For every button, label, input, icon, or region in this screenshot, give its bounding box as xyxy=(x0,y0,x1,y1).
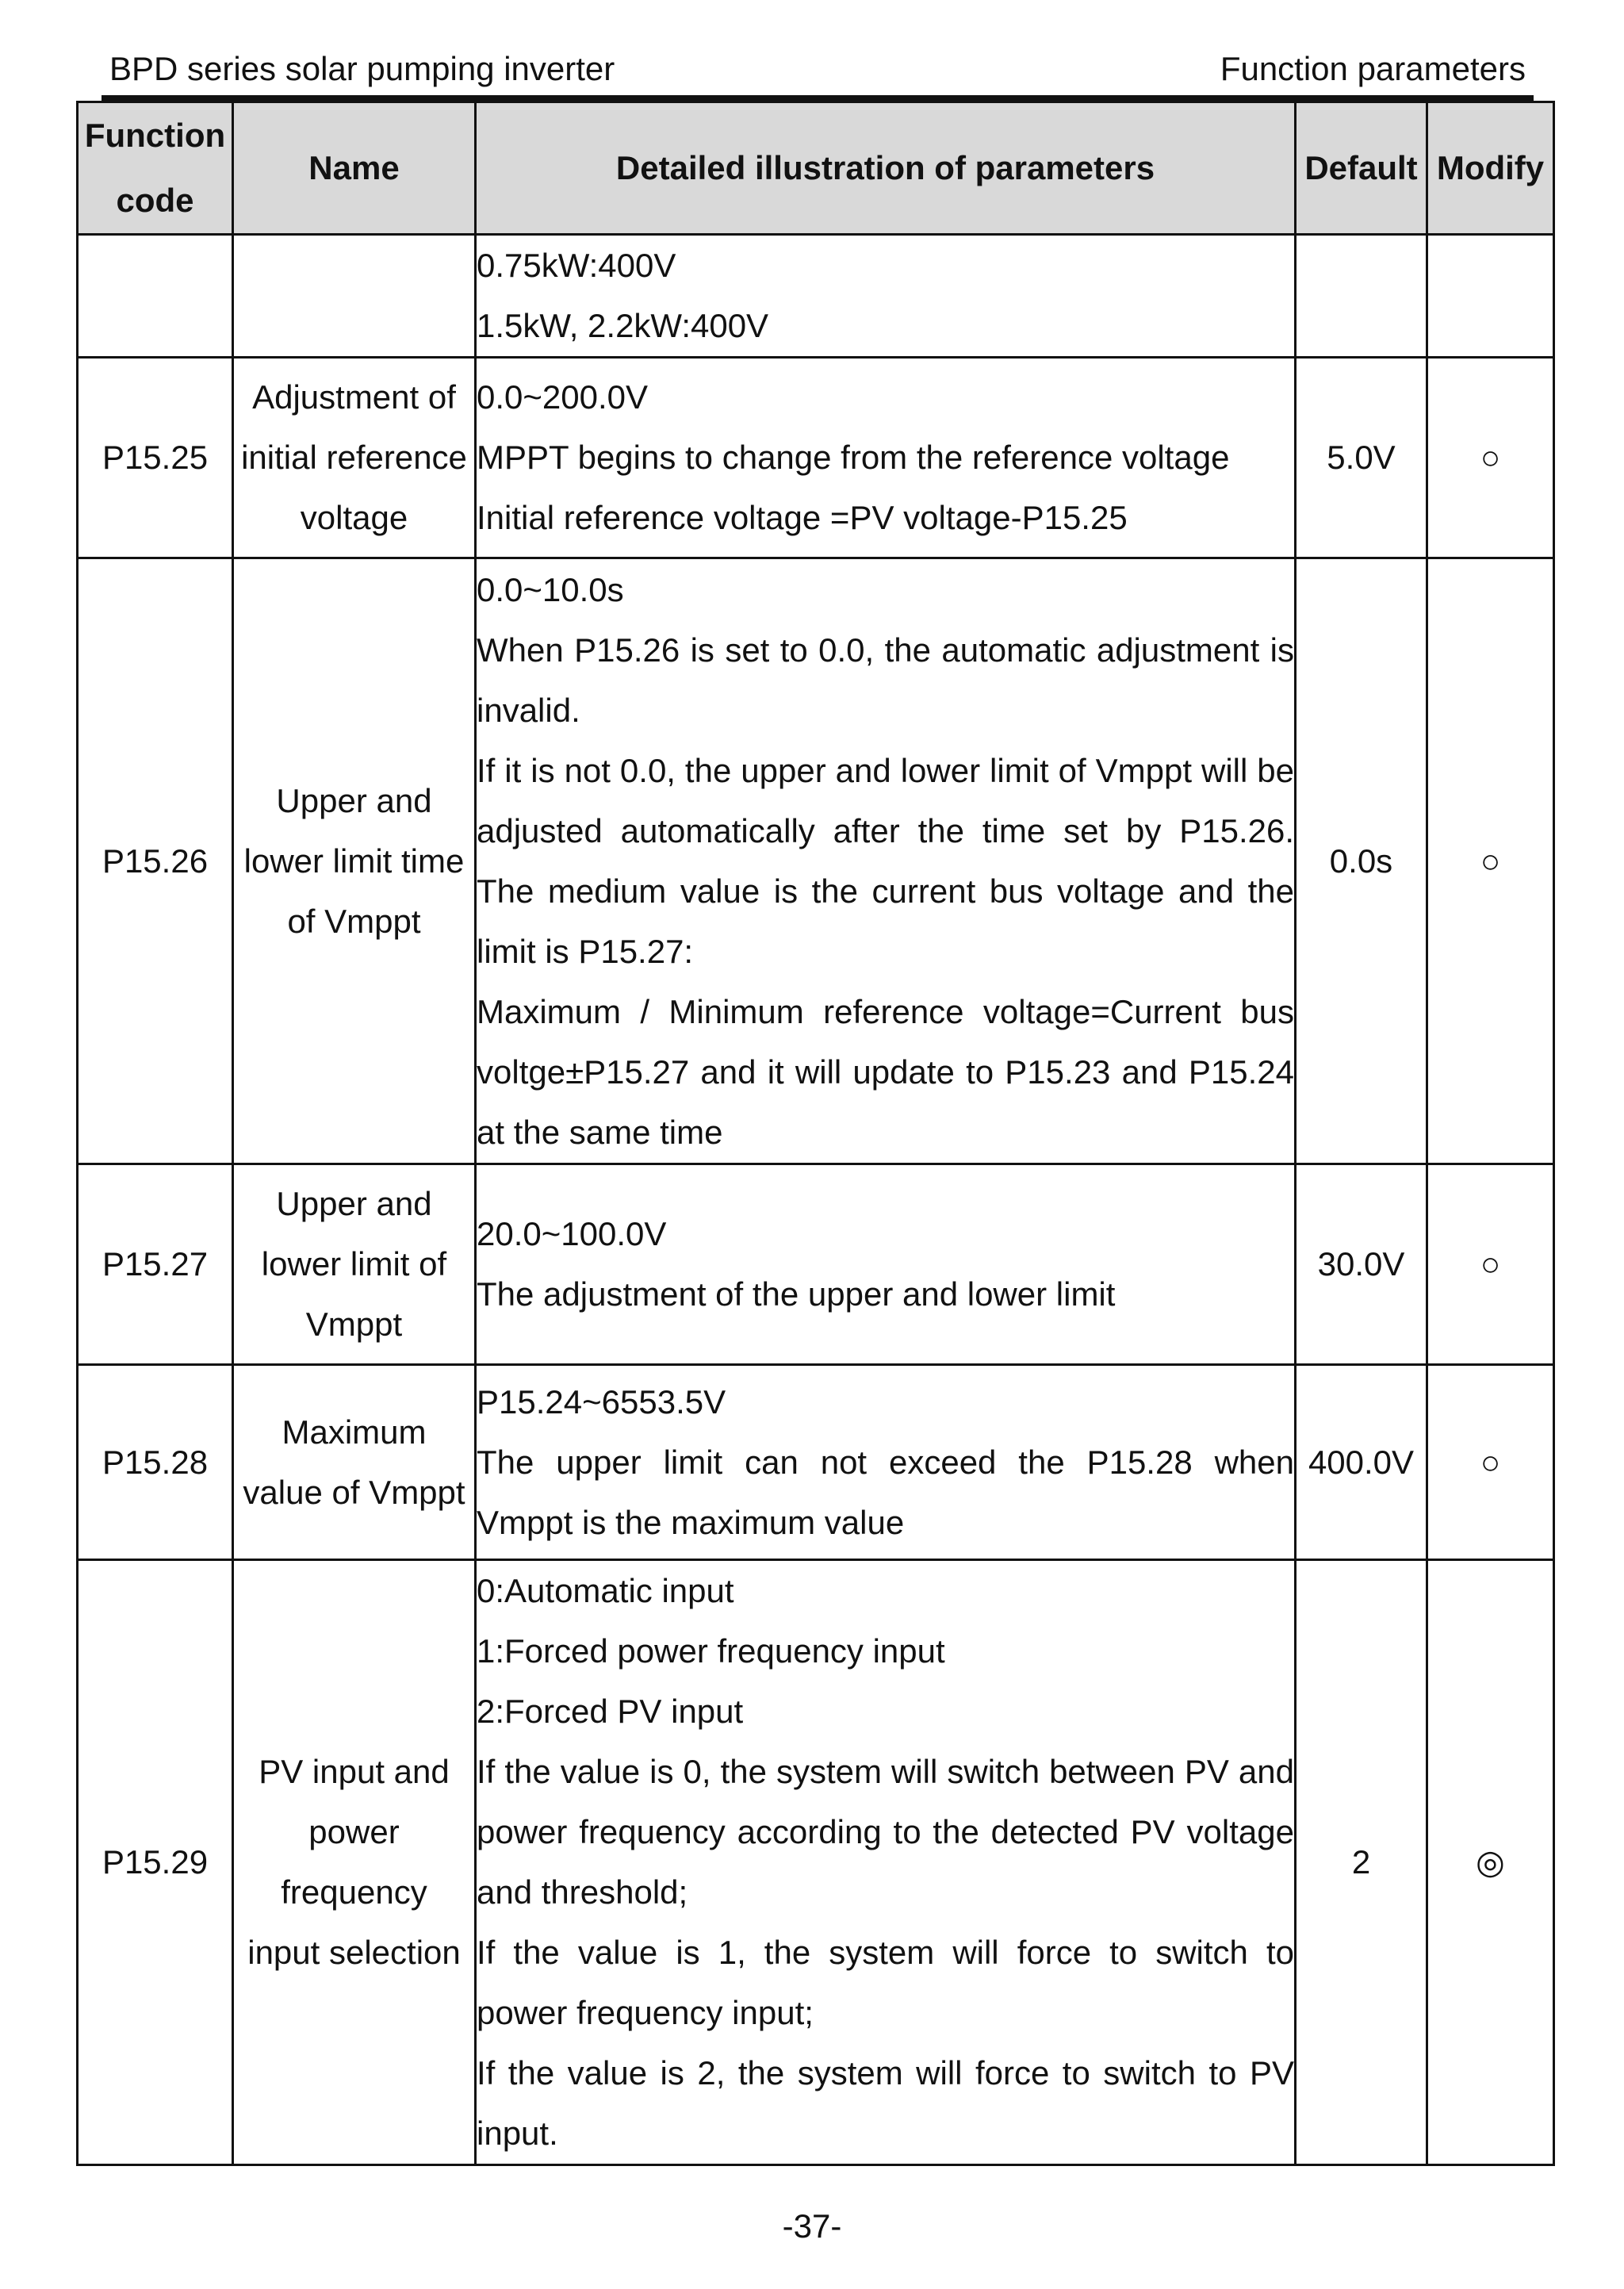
description-line: If the value is 1, the system will force to switch to power frequency input; xyxy=(477,1934,1294,2031)
default-cell: 400.0V xyxy=(1296,1365,1427,1560)
page-header xyxy=(102,49,1526,89)
table-row xyxy=(78,235,1554,358)
name-line: lower limit time xyxy=(243,842,465,880)
description-line: P15.24~6553.5V xyxy=(477,1382,726,1421)
name-line: value of Vmppt xyxy=(243,1473,465,1511)
table-row xyxy=(78,1164,1554,1365)
description-line: 0.0~200.0V xyxy=(477,378,649,416)
page-number: -37- xyxy=(782,2207,842,2245)
modify-cell xyxy=(1427,235,1554,358)
name-line: initial reference xyxy=(241,439,467,476)
name-cell xyxy=(233,1560,476,2165)
name-line: Upper and xyxy=(276,781,432,819)
function-code-cell: P15.26 xyxy=(78,558,233,1164)
description-line: 1:Forced power frequency input xyxy=(477,1632,945,1670)
name-line: Upper and xyxy=(276,1185,432,1222)
column-header-description: Detailed illustration of parameters xyxy=(476,102,1296,235)
function-code-cell: P15.25 xyxy=(78,358,233,558)
description-cell xyxy=(476,1560,1296,2165)
description-line: If it is not 0.0, the upper and lower limit of Vmppt will be adjusted automatically after the time set by P15.26. The medium value is the current bus voltage and the limit is P15.27: xyxy=(477,751,1294,970)
description-line: 20.0~100.0V xyxy=(477,1215,667,1252)
name-line: PV input and xyxy=(259,1753,450,1790)
name-cell xyxy=(233,558,476,1164)
name-cell xyxy=(233,235,476,358)
description-line: If the value is 0, the system will switch between PV and power frequency according to the detected PV voltage and threshold; xyxy=(477,1753,1294,1911)
default-cell: 0.0s xyxy=(1296,558,1427,1164)
description-cell xyxy=(476,235,1296,358)
name-line: of Vmppt xyxy=(287,902,421,940)
default-cell: 2 xyxy=(1296,1560,1427,2165)
description-line: The upper limit can not exceed the P15.28 when Vmppt is the maximum value xyxy=(477,1443,1294,1541)
description-cell xyxy=(476,1365,1296,1560)
name-line: frequency xyxy=(281,1873,427,1911)
description-cell xyxy=(476,358,1296,558)
description-line: 0.75kW:400V xyxy=(477,247,676,284)
column-header-default: Default xyxy=(1296,102,1427,235)
table-header-row xyxy=(78,102,1554,235)
description-line: 0.0~10.0s xyxy=(477,570,624,608)
default-cell: 30.0V xyxy=(1296,1164,1427,1365)
name-cell xyxy=(233,1365,476,1560)
table-row xyxy=(78,558,1554,1164)
function-code-cell: P15.29 xyxy=(78,1560,233,2165)
modify-symbol: ○ xyxy=(1427,1164,1554,1365)
table-row xyxy=(78,1365,1554,1560)
default-cell xyxy=(1296,235,1427,358)
column-header-function-code-line1: Function xyxy=(84,117,226,154)
description-line: 0:Automatic input xyxy=(477,1572,734,1609)
default-cell: 5.0V xyxy=(1296,358,1427,558)
description-line: When P15.26 is set to 0.0, the automatic adjustment is invalid. xyxy=(477,631,1294,729)
name-line: Maximum xyxy=(282,1413,427,1451)
function-code-cell: P15.28 xyxy=(78,1365,233,1560)
function-code-cell: P15.27 xyxy=(78,1164,233,1365)
description-line: Initial reference voltage =PV voltage-P15.25 xyxy=(477,499,1128,536)
column-header-function-code-line2: code xyxy=(116,182,194,219)
modify-symbol: ◎ xyxy=(1427,1560,1554,2165)
description-line: 2:Forced PV input xyxy=(477,1693,744,1730)
name-line: power xyxy=(308,1813,400,1850)
name-line: Adjustment of xyxy=(252,378,456,416)
header-section-title: Function parameters xyxy=(1220,50,1526,87)
name-cell xyxy=(233,358,476,558)
name-line: voltage xyxy=(300,499,408,536)
header-document-title: BPD series solar pumping inverter xyxy=(109,50,615,87)
description-line: The adjustment of the upper and lower limit xyxy=(477,1275,1116,1313)
description-line: Maximum / Minimum reference voltage=Current bus voltge±P15.27 and it will update to P15.23 and P15.24 at the same time xyxy=(477,992,1294,1151)
modify-symbol: ○ xyxy=(1427,558,1554,1164)
name-line: input selection xyxy=(247,1934,461,1971)
header-divider xyxy=(102,95,1534,101)
column-header-modify: Modify xyxy=(1427,102,1554,235)
table-row xyxy=(78,358,1554,558)
name-line: lower limit of xyxy=(261,1245,447,1283)
name-line: Vmppt xyxy=(305,1306,403,1343)
description-cell xyxy=(476,1164,1296,1365)
table-row xyxy=(78,1560,1554,2165)
function-code-cell xyxy=(78,235,233,358)
description-line: 1.5kW, 2.2kW:400V xyxy=(477,307,769,344)
description-line: If the value is 2, the system will force to switch to PV input. xyxy=(477,2054,1294,2152)
modify-symbol: ○ xyxy=(1427,358,1554,558)
name-cell xyxy=(233,1164,476,1365)
modify-symbol: ○ xyxy=(1427,1365,1554,1560)
function-parameters-table xyxy=(76,101,1555,2166)
column-header-function-code xyxy=(78,102,233,235)
description-cell xyxy=(476,558,1296,1164)
description-line: MPPT begins to change from the reference voltage xyxy=(477,439,1230,476)
column-header-name: Name xyxy=(233,102,476,235)
